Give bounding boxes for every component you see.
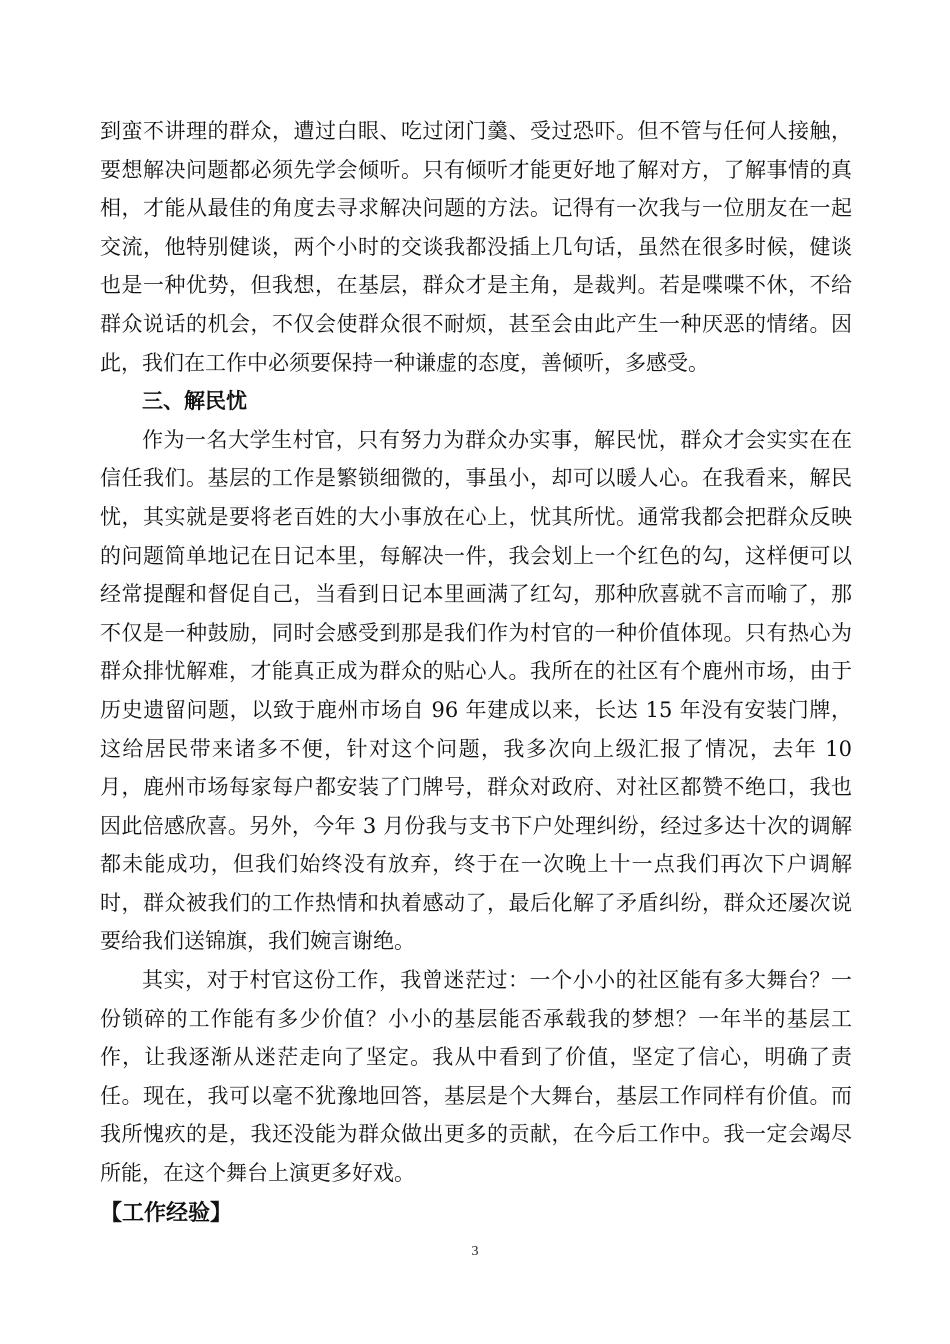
page-number: 3 [471,1244,479,1259]
paragraph-solve-worries: 作为一名大学生村官，只有努力为群众办实事，解民忧，群众才会实实在在信任我们。基层的工作是繁锁细微的，事虽小，却可以暖人心。在我看来，解民忧，其实就是要将老百姓的大小事放在心上，忧其所忧。通常我都会把群众反映的问题简单地记在日记本里，每解决一件，我会划上一个红色的勾，这样便可以经常提醒和督促自己，当看到日记本里画满了红勾，那种欣喜就不言而喻了，那不仅是一种鼓励，同时会感受到那是我们作为村官的一种价值体现。只有热心为群众排忧解难，才能真正成为群众的贴心人。我所在的社区有个鹿州市场，由于历史遗留问题，以致于鹿州市场自 96 年建成以来，长达 15 年没有安装门牌，这给居民带来诸多不便，针对这个问题，我多次向上级汇报了情况，去年 10 月，鹿州市场每家每户都安装了门牌号，群众对政府、对社区都赞不绝口，我也因此倍感欣喜。另外，今年 3 月份我与支书下户处理纠纷，经过多达十次的调解都未能成功，但我们始终没有放弃，终于在一次晚上十一点我们再次下户调解时，群众被我们的工作热情和执着感动了，最后化解了矛盾纠纷，群众还屡次说要给我们送锦旗，我们婉言谢绝。 [100,427,852,954]
paragraph-reflection: 其实，对于村官这份工作，我曾迷茫过：一个小小的社区能有多大舞台？一份锁碎的工作能有多少价值？小小的基层能否承载我的梦想？一年半的基层工作，让我逐渐从迷茫走向了坚定。我从中看到了价值，坚定了信心，明确了责任。现在，我可以毫不犹豫地回答，基层是个大舞台，基层工作同样有价值。而我所愧疚的是，我还没能为群众做出更多的贡献，在今后工作中。我一定会竭尽所能，在这个舞台上演更多好戏。 [100,968,852,1186]
paragraph-listening: 到蛮不讲理的群众，遭过白眼、吃过闭门羹、受过恐吓。但不管与任何人接触，要想解决问题都必须先学会倾听。只有倾听才能更好地了解对方，了解事情的真相，才能从最佳的角度去寻求解决问题的方法。记得有一次我与一位朋友在一起交流，他特别健谈，两个小时的交谈我都没插上几句话，虽然在很多时候，健谈也是一种优势，但我想，在基层，群众才是主角，是裁判。若是喋喋不休，不给群众说话的机会，不仅会使群众很不耐烦，甚至会由此产生一种厌恶的情绪。因此，我们在工作中必须要保持一种谦虚的态度，善倾听，多感受。 [100,119,852,375]
document-body [100,112,852,1233]
section-heading: 三、解民忧 [142,389,247,414]
work-experience-heading: 【工作经验】 [100,1200,233,1226]
